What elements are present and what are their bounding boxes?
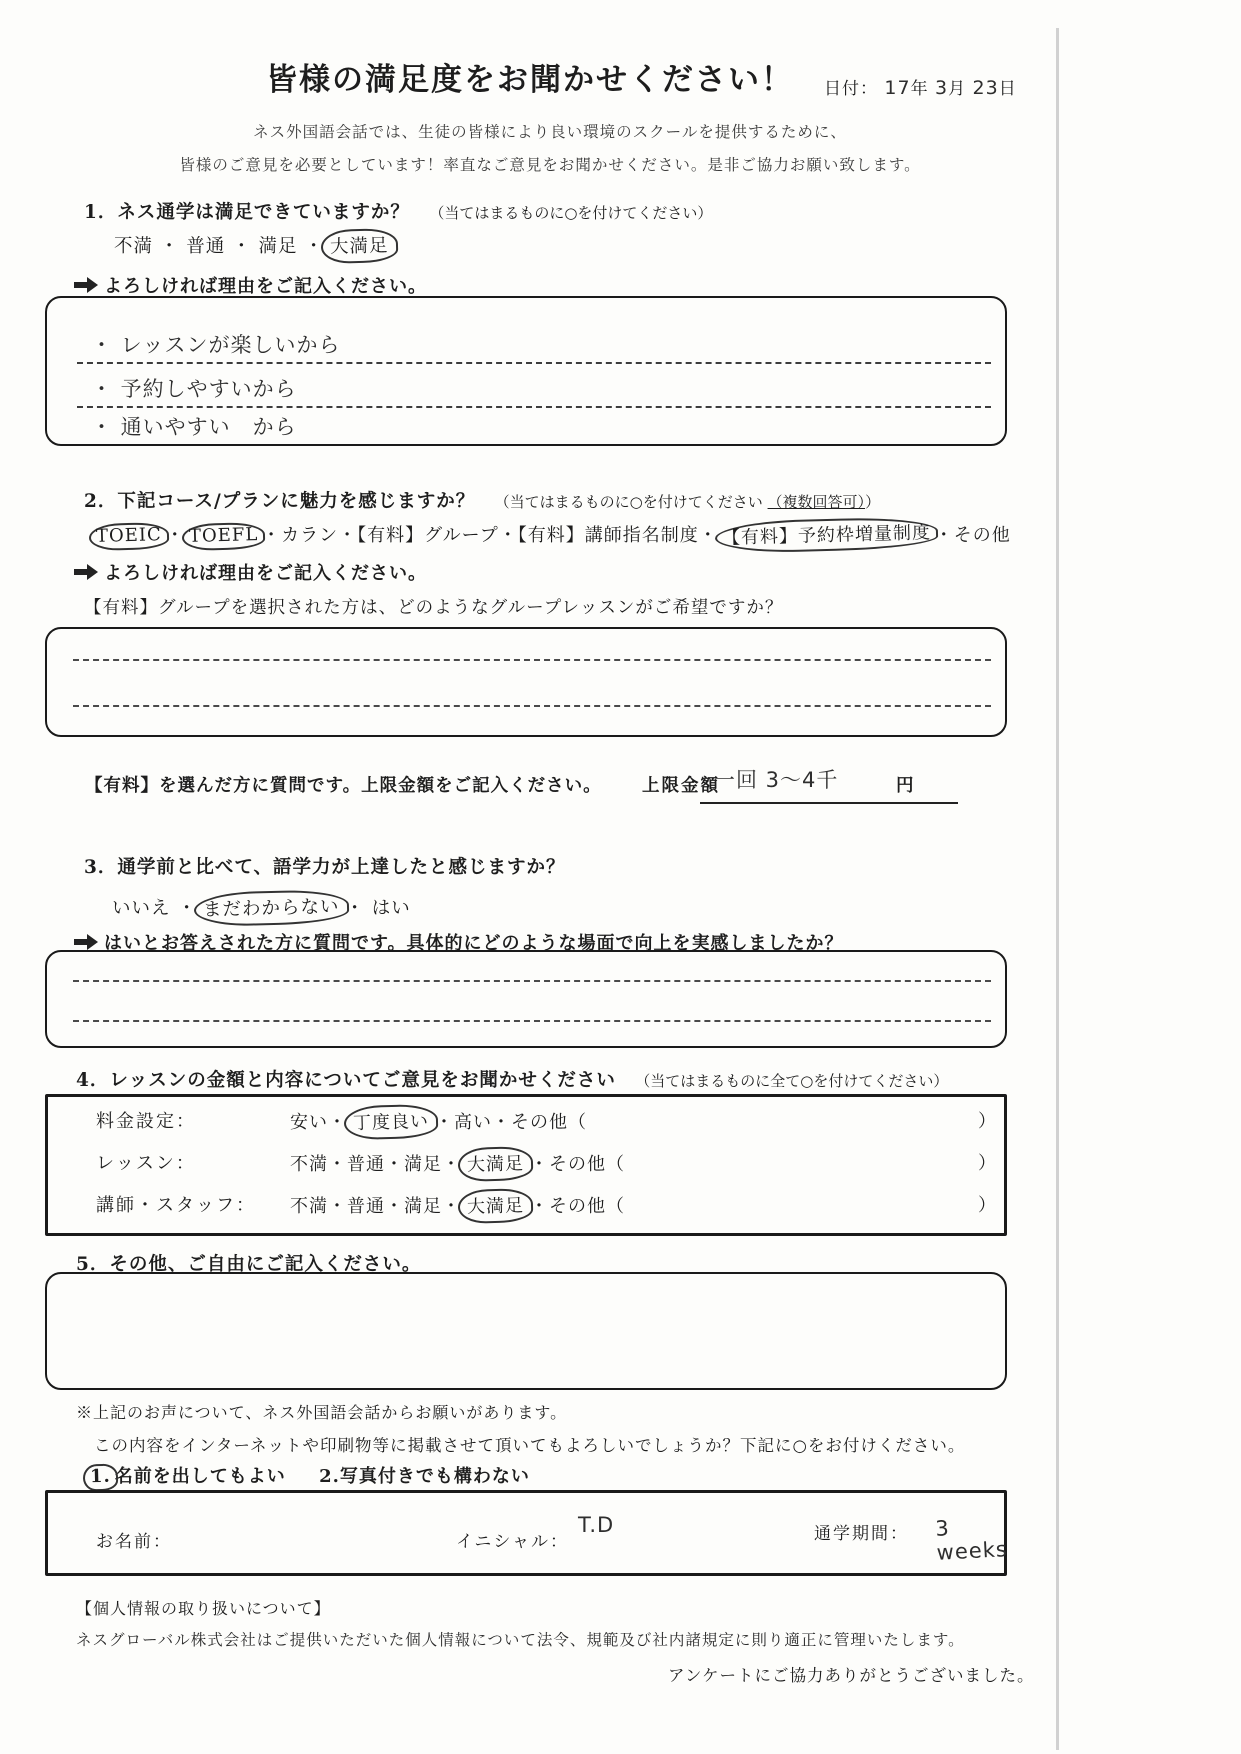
answer-line-rule [73, 1020, 991, 1022]
price-underline [700, 802, 958, 804]
q2-hint-main: （当てはまるものに○を付けてください [494, 493, 763, 511]
q4-rating-table [45, 1094, 1007, 1236]
q5-answer-box [45, 1272, 1007, 1390]
date-field [824, 74, 1017, 99]
consent-option1-text: 名前を出してもよい [114, 1466, 286, 1487]
page-title: 皆様の満足度をお聞かせください！ [266, 62, 794, 98]
q4-row-label: 講師・スタッフ： [96, 1195, 256, 1216]
circle-mark-reservation [714, 516, 938, 554]
date-month-suffix: 月 [948, 79, 967, 99]
q3-options-pre: いいえ ・ [112, 898, 197, 919]
consent-question: この内容をインターネットや印刷物等に掲載させて頂いてもよろしいでしょうか？下記に○をお付けください。 [94, 1436, 966, 1455]
thanks-message: アンケートにご協力ありがとうございました。 [668, 1666, 1035, 1685]
q2-reason-prompt [74, 559, 427, 585]
circle-mark-consent-1 [83, 1464, 118, 1492]
q2-title [84, 487, 880, 513]
q2-hint-close: ） [865, 493, 881, 511]
scan-artifact-line [1056, 28, 1059, 1750]
q1-answer-line [77, 314, 991, 364]
q2-group-question: 【有料】グループを選択された方は、どのようなグループレッスンがご希望ですか？ [84, 598, 784, 618]
q1-answer-line [77, 406, 991, 444]
q4-row-label: 料金設定： [96, 1111, 196, 1132]
q2-reason-prompt-text: よろしければ理由をご記入ください。 [104, 563, 427, 584]
q2-option-toeic: TOEIC [95, 524, 163, 547]
date-year-suffix: 年 [910, 79, 929, 99]
q2-price-question: 【有料】を選んだ方に質問です。上限金額をご記入ください。 [85, 776, 602, 796]
q4-row-close-paren: ） [978, 1111, 997, 1132]
q2-option-sep: ・ [165, 525, 185, 546]
q2-hint-multi: （複数回答可） [767, 493, 866, 511]
arrow-right-icon [74, 564, 98, 580]
circle-mark-q3 [193, 889, 348, 927]
q1-title-text: 1．ネス通学は満足できていますか？ [84, 202, 410, 223]
q3-title: 3．通学前と比べて、語学力が上達したと感じますか？ [84, 857, 566, 878]
date-day-value: 23 [972, 77, 999, 99]
q3-followup-prompt-text: はいとお答えされた方に質問です。具体的にどのような場面で向上を実感しましたか？ [104, 933, 844, 954]
q3-options-post: ・ はい [345, 898, 411, 919]
q1-reason-prompt [74, 272, 427, 298]
arrow-right-icon [74, 934, 98, 950]
q4-title [76, 1066, 948, 1092]
date-month-value: 3 [935, 77, 949, 99]
consent-option1-number: 1. [89, 1465, 112, 1488]
q4-row-price [48, 1107, 1004, 1147]
initial-label: イニシャル： [456, 1532, 569, 1552]
q2-hint [495, 493, 880, 511]
answer-line-rule [73, 980, 991, 982]
circle-mark-toefl [181, 522, 265, 551]
q1-title [84, 198, 712, 224]
q4-row-selected: 丁度良い [352, 1111, 430, 1134]
q4-row-close-paren: ） [978, 1153, 997, 1174]
q1-answer-3: ・ 通いやすい から [91, 415, 297, 439]
period-label: 通学期間： [814, 1524, 909, 1544]
consent-options [86, 1462, 530, 1489]
answer-line-rule [73, 705, 991, 707]
q1-answer-line [77, 362, 991, 408]
q4-row-selected: 大満足 [466, 1153, 525, 1176]
q3-option-selected: まだわからない [202, 896, 340, 921]
q2-option-reservation: 【有料】予約枠増量制度 [721, 522, 931, 549]
period-value: 3 weeks [934, 1516, 1009, 1565]
q4-title-text: 4．レッスンの金額と内容についてご意見をお聞かせください [76, 1070, 616, 1091]
q1-reason-prompt-text: よろしければ理由をご記入ください。 [104, 276, 427, 297]
q4-row-post: ・高い・その他（ [435, 1112, 587, 1133]
q1-answer-2: ・ 予約しやすいから [91, 377, 297, 401]
q4-row-options [290, 1191, 625, 1221]
q4-row-pre: 安い・ [290, 1112, 347, 1133]
answer-line-rule [73, 659, 991, 661]
consent-option2: 2.写真付きでも構わない [319, 1466, 530, 1487]
q4-row-label: レッスン： [96, 1153, 196, 1174]
q2-options-middle: ・カラン・【有料】グループ・【有料】講師指名制度・ [262, 525, 718, 546]
q1-options-pre: 不満 ・ 普通 ・ 満足 ・ [114, 236, 324, 257]
q2-options-tail: ・その他 [934, 525, 1011, 546]
q1-answer-box [45, 296, 1007, 446]
q4-hint: （当てはまるものに全て○を付けてください） [635, 1072, 949, 1090]
q4-row-options [290, 1107, 587, 1137]
q2-title-text: 2．下記コース/プランに魅力を感じますか？ [84, 491, 476, 512]
privacy-text: ネスグローバル株式会社はご提供いただいた個人情報について法令、規範及び社内諸規定に則り適正に管理いたします。 [76, 1631, 965, 1649]
q4-row-selected: 大満足 [466, 1195, 525, 1218]
date-year-value: 17 [884, 77, 911, 99]
q4-row-post: ・その他（ [530, 1196, 625, 1217]
q4-row-staff [48, 1191, 1004, 1231]
signature-box [45, 1490, 1007, 1576]
date-day-suffix: 日 [998, 79, 1017, 99]
q5-title: 5．その他、ご自由にご記入ください。 [76, 1254, 422, 1275]
circle-mark-q4-staff [458, 1188, 534, 1224]
q4-row-pre: 不満・普通・満足・ [290, 1154, 461, 1175]
arrow-right-icon [74, 277, 98, 293]
q3-answer-box [45, 950, 1007, 1048]
q2-option-toefl: TOEFL [188, 524, 259, 547]
q2-options [92, 521, 1011, 549]
q2-answer-box [45, 627, 1007, 737]
date-label: 日付： [824, 79, 878, 99]
q1-option-selected: 大満足 [329, 235, 389, 258]
price-unit-label: 円 [896, 776, 914, 796]
circle-mark-q4-price [344, 1104, 439, 1140]
circle-mark-toeic [89, 522, 169, 551]
circle-mark-q4-lesson [458, 1146, 534, 1182]
q4-row-lesson [48, 1149, 1004, 1189]
name-label: お名前： [96, 1532, 172, 1552]
q1-options [114, 231, 394, 261]
q1-hint: （当てはまるものに○を付けてください） [429, 204, 713, 222]
intro-line-1: ネス外国語会話では、生徒の皆様により良い環境のスクールを提供するために、 [253, 123, 847, 141]
q1-answer-1: ・ レッスンが楽しいから [91, 333, 341, 357]
initial-value: T.D [578, 1513, 615, 1537]
q3-options [112, 893, 411, 923]
price-limit-value: 一回 3〜4千 [714, 768, 839, 792]
q4-row-options [290, 1149, 625, 1179]
q4-row-close-paren: ） [978, 1195, 997, 1216]
q4-row-post: ・その他（ [530, 1154, 625, 1175]
price-limit-label: 上限金額 [642, 776, 720, 796]
q4-row-pre: 不満・普通・満足・ [290, 1196, 461, 1217]
privacy-title: 【個人情報の取り扱いについて】 [76, 1599, 331, 1618]
consent-note: ※上記のお声について、ネス外国語会話からお願いがあります。 [76, 1403, 568, 1422]
circle-mark-q1 [320, 228, 397, 264]
intro-line-2: 皆様のご意見を必要としています！率直なご意見をお聞かせください。是非ご協力お願い致します。 [179, 156, 921, 174]
